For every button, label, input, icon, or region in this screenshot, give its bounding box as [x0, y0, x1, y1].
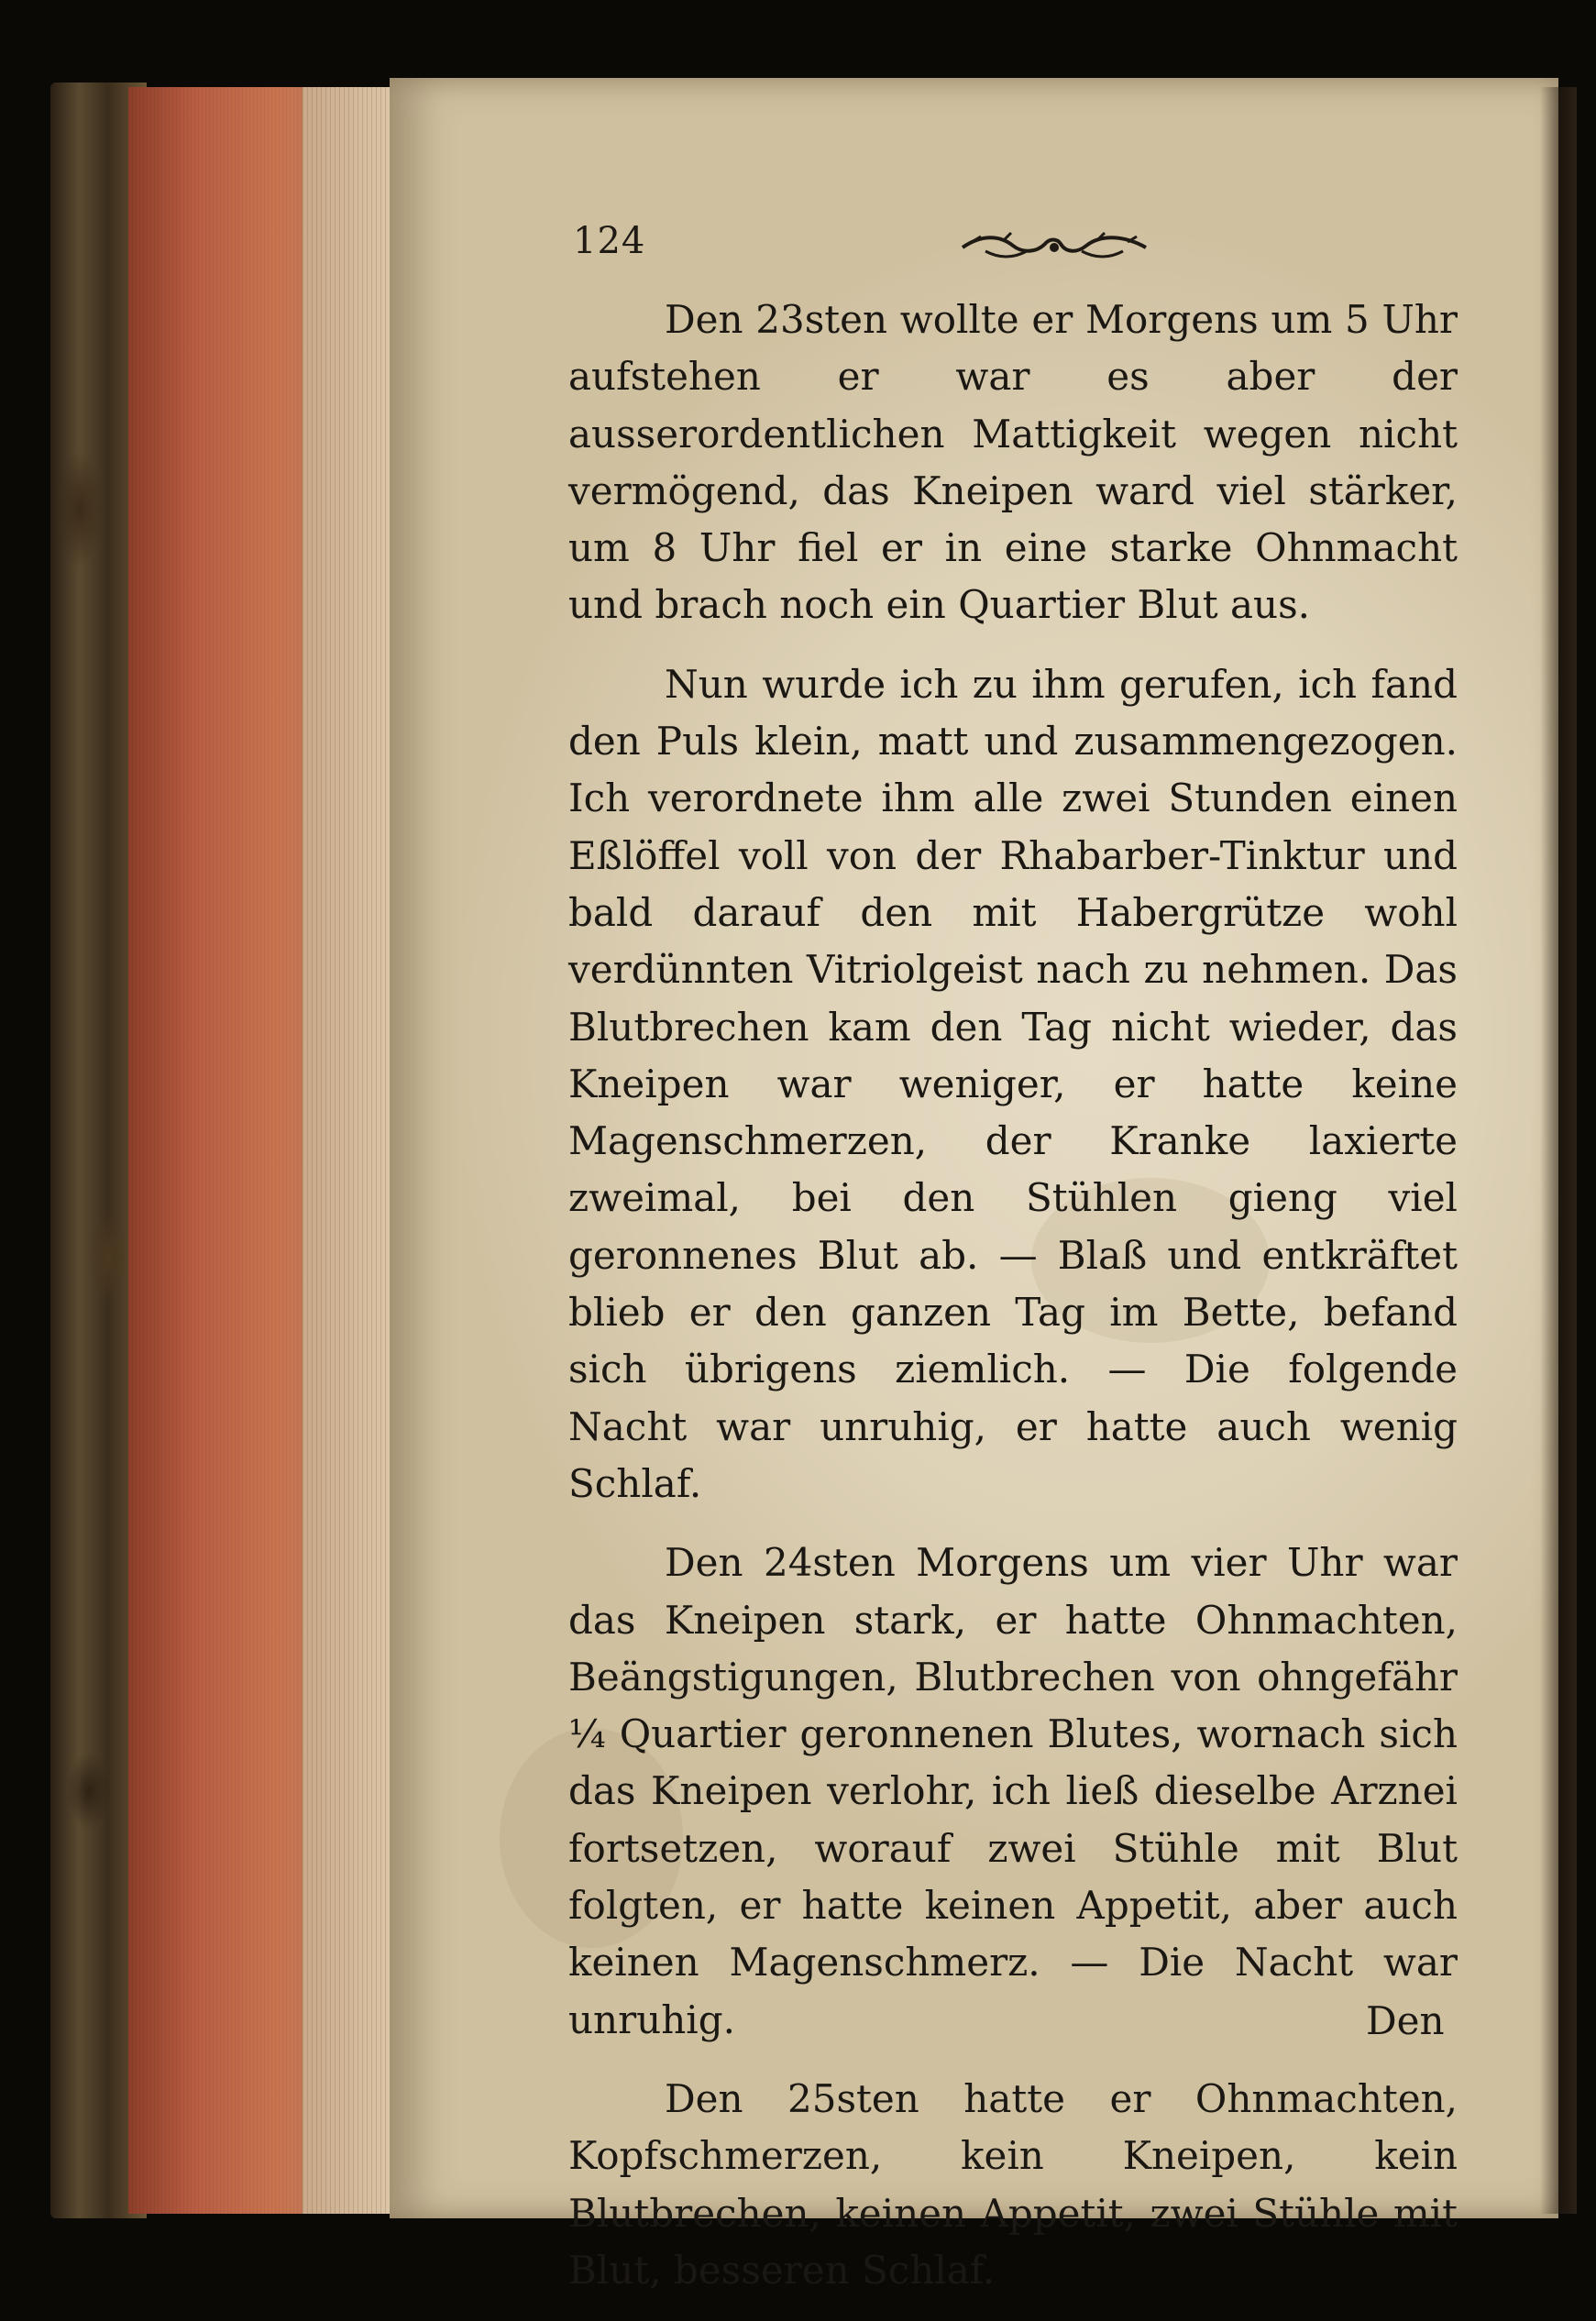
header-ornament-icon — [958, 227, 1150, 264]
paragraph: Den 24sten Morgens um vier Uhr war das Kneipen stark, er hatte Ohnmachten, Beängstigungen, Blutbrechen von ohngefähr ¼ Quartier geronnenen Blutes, wornach sich das Kneipen verlohr, ich ließ dieselbe Arznei fortsetzen, worauf zwei Stühle mit Blut folgten, er hatte keinen Appetit, aber auch keinen Magenschmerz. — Die Nacht war unruhig. — [568, 1540, 1458, 2042]
page-number: 124 — [573, 220, 646, 262]
body-text — [568, 292, 1458, 2321]
page-edges-inner — [303, 87, 394, 2214]
paragraph: Nun wurde ich zu ihm gerufen, ich fand den Puls klein, matt und zusammengezogen. Ich verordnete ihm alle zwei Stunden einen Eßlöffel voll von der Rhabarber-Tinktur und bald darauf den mit Habergrütze wohl verdünnten Vitriolgeist nach zu nehmen. Das Blutbrechen kam den Tag nicht wieder, das Kneipen war weniger, er hatte keine Magenschmerzen, der Kranke laxierte zweimal, bei den Stühlen gieng viel geronnenes Blut ab. — Blaß und entkräftet blieb er den ganzen Tag im Bette, befand sich übrigens ziemlich. — Die folgende Nacht war unruhig, er hatte auch wenig Schlaf. — [568, 661, 1458, 1506]
running-header — [573, 220, 1453, 275]
gutter-shadow — [1540, 87, 1577, 2214]
paragraph: Den 23sten wollte er Morgens um 5 Uhr aufstehen er war es aber der ausserordentlichen Mattigkeit wegen nicht vermögend, das Kneipen ward viel stärker, um 8 Uhr fiel er in eine starke Ohnmacht und brach noch ein Quartier Blut aus. — [568, 297, 1458, 628]
catchword: Den — [1366, 1998, 1445, 2043]
paragraph: Den 25sten hatte er Ohnmachten, Kopfschmerzen, kein Kneipen, kein Blutbrechen, keinen Appetit, zwei Stühle mit Blut, besseren Schlaf. — [568, 2075, 1458, 2293]
